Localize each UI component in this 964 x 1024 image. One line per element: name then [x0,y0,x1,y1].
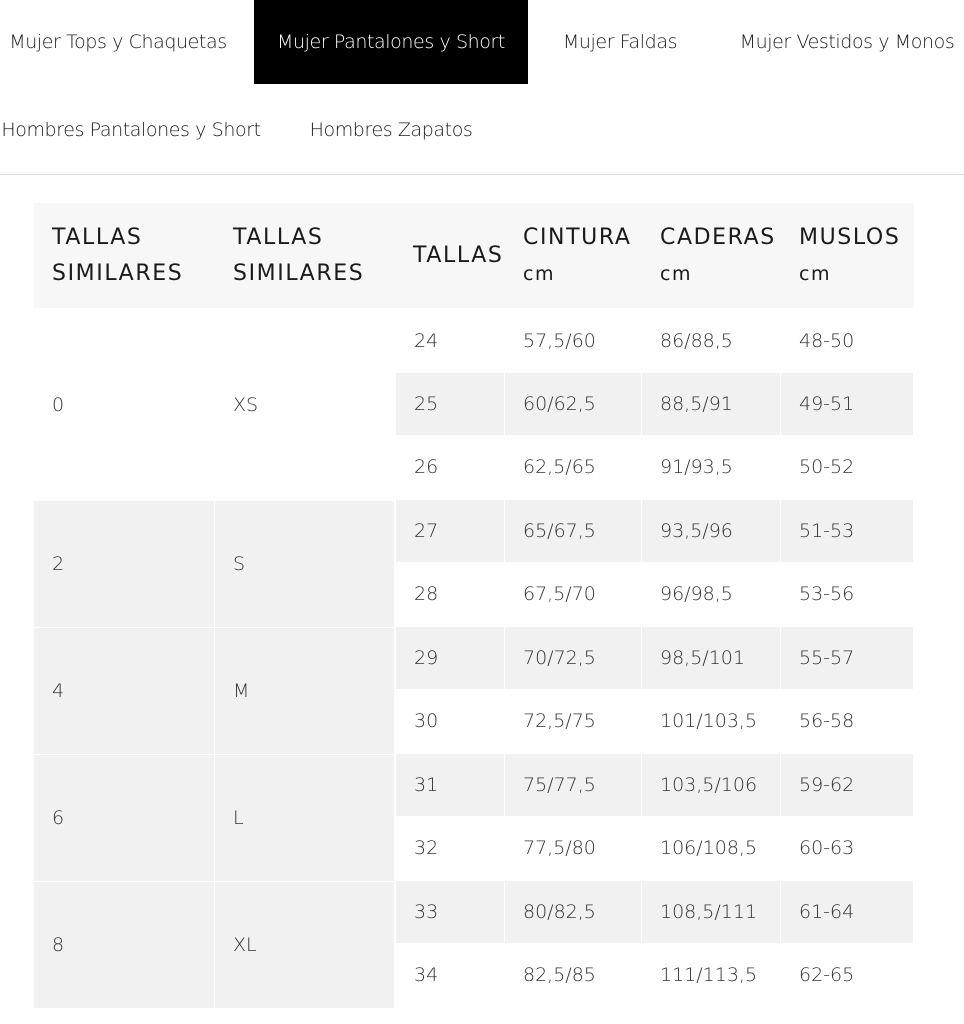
group-us-size: 2 [34,501,214,627]
group-us-size: 0 [52,394,65,416]
cell-muslos: 61-64 [781,881,913,943]
cell-caderas: 86/88,5 [660,330,733,352]
cell-caderas: 103,5/106 [642,754,780,816]
cell-caderas: 106/108,5 [660,837,758,859]
group-letter-size: XS [233,394,259,416]
cell-muslos: 53-56 [799,583,855,605]
cell-cintura: 65/67,5 [505,500,641,562]
header-caderas: CADERAS cm [660,224,776,285]
cell-talla: 31 [396,754,504,816]
group-us-size: 6 [34,755,214,881]
cell-muslos: 60-63 [799,837,855,859]
cell-muslos: 48-50 [799,330,855,352]
cell-muslos: 51-53 [781,500,913,562]
cell-caderas: 108,5/111 [642,881,780,943]
cell-talla: 27 [396,500,504,562]
header-cintura: CINTURA cm [523,224,632,285]
category-tabs [0,0,964,176]
cell-muslos: 50-52 [799,456,855,478]
cell-talla: 34 [414,964,439,986]
cell-caderas: 101/103,5 [660,710,758,732]
cell-cintura: 70/72,5 [505,627,641,689]
cell-cintura: 60/62,5 [505,373,641,435]
group-letter-size: M [215,628,394,754]
tab-hombres-zapatos[interactable]: Hombres Zapatos [309,119,473,141]
cell-talla: 29 [396,627,504,689]
cell-cintura: 77,5/80 [523,837,596,859]
header-muslos: MUSLOS cm [799,224,901,285]
cell-muslos: 55-57 [781,627,913,689]
tabs-divider [0,174,964,175]
cell-talla: 25 [396,373,504,435]
cell-talla: 24 [414,330,439,352]
tab-hombres-pantalones-short[interactable]: Hombres Pantalones y Short [1,119,261,141]
tab-mujer-tops-chaquetas[interactable]: Mujer Tops y Chaquetas [9,31,227,53]
cell-caderas: 91/93,5 [660,456,733,478]
cell-caderas: 98,5/101 [642,627,780,689]
cell-talla: 26 [414,456,439,478]
group-letter-size: S [215,501,394,627]
cell-caderas: 96/98,5 [660,583,733,605]
header-tallas: TALLAS [413,242,504,268]
cell-cintura: 67,5/70 [523,583,596,605]
tab-mujer-faldas[interactable]: Mujer Faldas [562,31,678,53]
group-letter-size: L [215,755,394,881]
group-us-size: 4 [34,628,214,754]
group-letter-size: XL [215,882,394,1008]
cell-caderas: 93,5/96 [642,500,780,562]
cell-muslos: 59-62 [781,754,913,816]
group-us-size: 8 [34,882,214,1008]
cell-caderas: 88,5/91 [642,373,780,435]
cell-cintura: 72,5/75 [523,710,596,732]
cell-talla: 28 [414,583,439,605]
cell-talla: 33 [396,881,504,943]
cell-muslos: 62-65 [799,964,855,986]
cell-cintura: 57,5/60 [523,330,596,352]
cell-cintura: 75/77,5 [505,754,641,816]
cell-cintura: 62,5/65 [523,456,596,478]
header-tallas-similares-us: TALLAS SIMILARES [52,224,184,286]
cell-talla: 32 [414,837,439,859]
cell-caderas: 111/113,5 [660,964,758,986]
cell-cintura: 80/82,5 [505,881,641,943]
cell-cintura: 82,5/85 [523,964,596,986]
header-tallas-similares-letter: TALLAS SIMILARES [233,224,365,286]
cell-muslos: 49-51 [781,373,913,435]
tab-mujer-vestidos-monos[interactable]: Mujer Vestidos y Monos [739,31,955,53]
tab-mujer-pantalones-short[interactable]: Mujer Pantalones y Short [254,0,528,84]
cell-muslos: 56-58 [799,710,855,732]
cell-talla: 30 [414,710,439,732]
